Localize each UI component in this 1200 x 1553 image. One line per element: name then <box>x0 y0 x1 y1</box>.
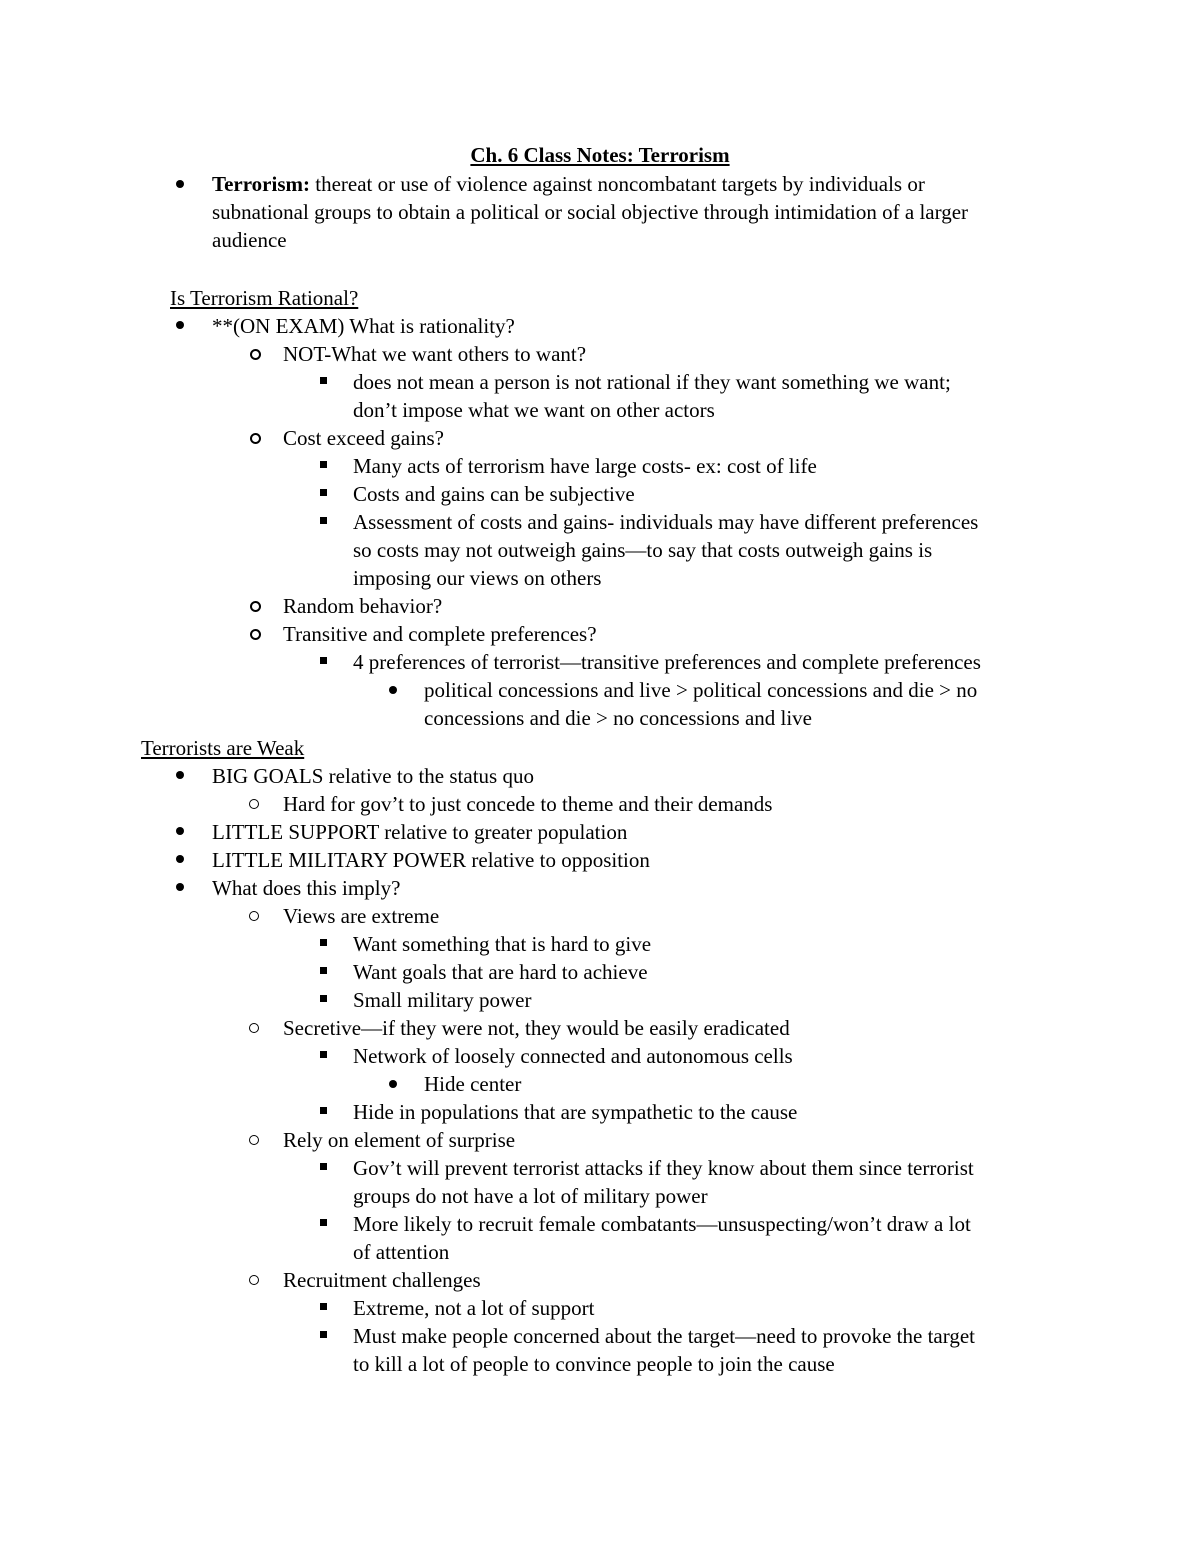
list-item: Want goals that are hard to achieve <box>353 960 648 984</box>
hollow-bullet-icon <box>250 433 261 444</box>
circle-bullet-icon <box>249 799 259 809</box>
list-item: Extreme, not a lot of support <box>353 1296 595 1320</box>
list-item: Views are extreme <box>283 904 440 928</box>
bullet-icon <box>176 883 184 891</box>
square-bullet-icon <box>320 1107 327 1114</box>
list-item-continued: imposing our views on others <box>353 566 602 590</box>
definition-term: Terrorism: <box>212 172 310 196</box>
list-item: Costs and gains can be subjective <box>353 482 635 506</box>
square-bullet-icon <box>320 377 327 384</box>
square-bullet-icon <box>320 1163 327 1170</box>
list-item: More likely to recruit female combatants—unsuspecting/won’t draw a lot <box>353 1212 971 1236</box>
bullet-icon <box>176 180 184 188</box>
bullet-icon <box>176 855 184 863</box>
list-item: Secretive—if they were not, they would be easily eradicated <box>283 1016 790 1040</box>
bullet-icon <box>389 1080 397 1088</box>
list-item: does not mean a person is not rational if they want something we want; <box>353 370 951 394</box>
list-item: Rely on element of surprise <box>283 1128 516 1152</box>
list-item-continued: of attention <box>353 1240 450 1264</box>
circle-bullet-icon <box>249 911 259 921</box>
list-item: Transitive and complete preferences? <box>283 622 597 646</box>
list-item: Cost exceed gains? <box>283 426 444 450</box>
square-bullet-icon <box>320 489 327 496</box>
list-item: LITTLE SUPPORT relative to greater population <box>212 820 628 844</box>
square-bullet-icon <box>320 1219 327 1226</box>
square-bullet-icon <box>320 939 327 946</box>
square-bullet-icon <box>320 967 327 974</box>
circle-bullet-icon <box>249 1135 259 1145</box>
list-item-continued: so costs may not outweigh gains—to say that costs outweigh gains is <box>353 538 933 562</box>
square-bullet-icon <box>320 461 327 468</box>
list-item: Gov’t will prevent terrorist attacks if they know about them since terrorist <box>353 1156 974 1180</box>
page-title: Ch. 6 Class Notes: Terrorism <box>470 143 730 167</box>
list-item: What does this imply? <box>212 876 401 900</box>
hollow-bullet-icon <box>250 629 261 640</box>
square-bullet-icon <box>320 657 327 664</box>
square-bullet-icon <box>320 517 327 524</box>
hollow-bullet-icon <box>250 601 261 612</box>
list-item: **(ON EXAM) What is rationality? <box>212 314 515 338</box>
hollow-bullet-icon <box>250 349 261 360</box>
bullet-icon <box>176 771 184 779</box>
list-item: Recruitment challenges <box>283 1268 481 1292</box>
definition-line: audience <box>212 228 287 252</box>
list-item: Hide in populations that are sympathetic to the cause <box>353 1100 798 1124</box>
bullet-icon <box>176 321 184 329</box>
definition-text: thereat or use of violence against noncombatant targets by individuals or <box>309 172 925 196</box>
list-item: BIG GOALS relative to the status quo <box>212 764 534 788</box>
square-bullet-icon <box>320 1331 327 1338</box>
list-item-continued: groups do not have a lot of military power <box>353 1184 708 1208</box>
list-item: Hard for gov’t to just concede to theme and their demands <box>283 792 773 816</box>
list-item: Assessment of costs and gains- individuals may have different preferences <box>353 510 979 534</box>
square-bullet-icon <box>320 1051 327 1058</box>
list-item-continued: concessions and die > no concessions and live <box>424 706 813 730</box>
bullet-icon <box>176 827 184 835</box>
list-item: LITTLE MILITARY POWER relative to opposition <box>212 848 650 872</box>
circle-bullet-icon <box>249 1023 259 1033</box>
list-item: NOT-What we want others to want? <box>283 342 587 366</box>
list-item: Must make people concerned about the target—need to provoke the target <box>353 1324 976 1348</box>
section-heading-weak: Terrorists are Weak <box>141 736 305 760</box>
list-item: 4 preferences of terrorist—transitive preferences and complete preferences <box>353 650 981 674</box>
square-bullet-icon <box>320 1303 327 1310</box>
list-item: Want something that is hard to give <box>353 932 652 956</box>
list-item-continued: to kill a lot of people to convince people to join the cause <box>353 1352 835 1376</box>
circle-bullet-icon <box>249 1275 259 1285</box>
list-item: political concessions and live > political concessions and die > no <box>424 678 978 702</box>
list-item: Small military power <box>353 988 532 1012</box>
list-item: Random behavior? <box>283 594 443 618</box>
bullet-icon <box>389 686 397 694</box>
list-item: Many acts of terrorism have large costs- ex: cost of life <box>353 454 817 478</box>
definition-line: subnational groups to obtain a political or social objective through intimidation of a larger <box>212 200 969 224</box>
list-item: Network of loosely connected and autonomous cells <box>353 1044 793 1068</box>
definition-line <box>212 170 925 198</box>
list-item: Hide center <box>424 1072 522 1096</box>
section-heading-rational: Is Terrorism Rational? <box>170 286 359 310</box>
square-bullet-icon <box>320 995 327 1002</box>
list-item-continued: don’t impose what we want on other actors <box>353 398 715 422</box>
